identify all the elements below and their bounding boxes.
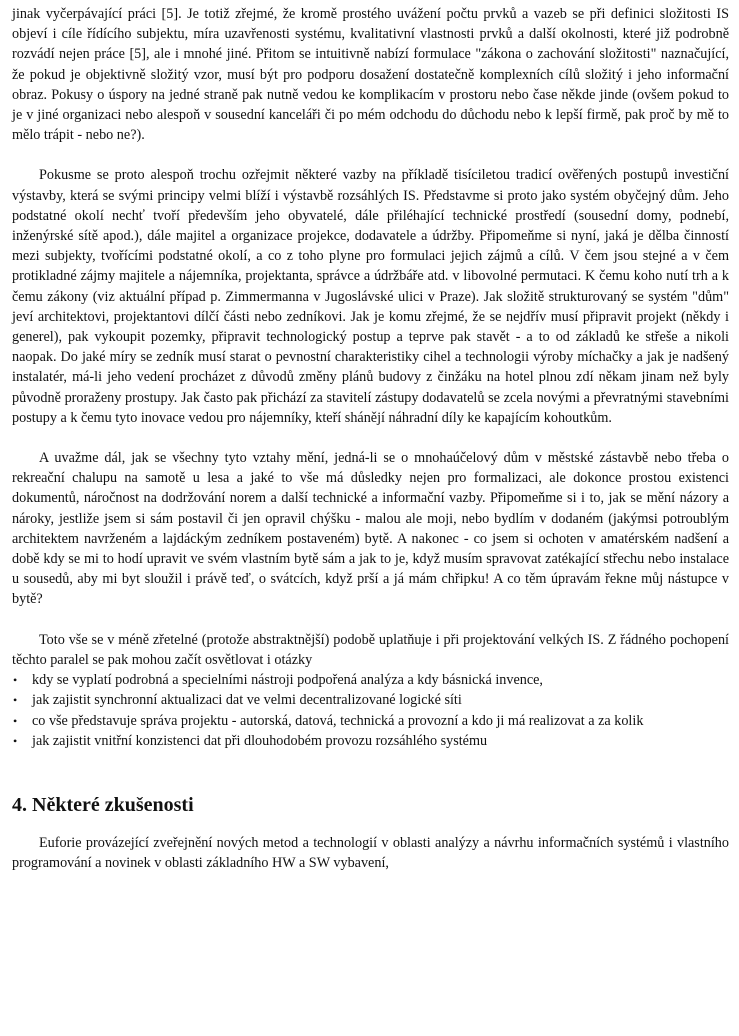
list-item (12, 690, 729, 710)
question-list (12, 670, 729, 751)
list-item (12, 711, 729, 731)
paragraph-is-projects: Toto vše se v méně zřetelné (protože abstraktnější) podobě uplatňuje i při projektování velkých IS. Z řádného pochopení těchto paralel se pak mohou začít osvětlovat i otázky (12, 631, 729, 668)
list-item-text: jak zajistit synchronní aktualizaci dat ve velmi decentralizované logické síti (32, 692, 462, 709)
list-item (12, 670, 729, 690)
bullet-icon: • (13, 733, 18, 748)
section-heading: 4. Některé zkušenosti (12, 793, 194, 816)
paragraph-euphoria: Euforie provázející zveřejnění nových metod a technologií v oblasti analýzy a návrhu informačních systémů i vlastního programování a novinek v oblasti základního HW a SW vybavení, (12, 834, 729, 872)
bullet-icon: • (13, 713, 18, 728)
bullet-icon: • (13, 693, 18, 708)
list-item-text: co vše představuje správa projektu - autorská, datová, technická a provozní a kdo ji má realizovat a za kolik (32, 712, 644, 729)
list-item-text: jak zajistit vnitřní konzistenci dat při dlouhodobém provozu rozsáhlého systému (32, 732, 488, 749)
list-item-text: kdy se vyplatí podrobná a specielními nástroji podpořená analýza a kdy básnická invence, (32, 672, 543, 689)
list-item (12, 731, 729, 751)
paragraph-house-example: Pokusme se proto alespoň trochu ozřejmit některé vazby na příkladě tisíciletou tradicí ověřených postupů investiční výstavby, která se svými principy velmi blíží i výstavbě rozsáhlých IS. Představme si proto jako systém obyčejný dům. Jeho podstatné okolí nechť tvoří především jeho obyvatelé, dále přiléhající technické prostředí (sousední domy, podnebí, inženýrské sítě apod.), dále majitel a organizace projekce, dodavatele a údržby. Připomeňme si nyní, jaká je dělba činností mezi subjekty, tvořícími podstatné okolí, a co z toho plyne pro formulaci jejich zájmů a cílů. V čem jsou stejné a v čem protikladné zájmy majitele a nájemníka, projektanta, správce a údržbáře atd. v libovolné permutaci. K čemu koho nutí trh a k čemu zákony (viz aktuální případ p. Zimmermanna v Jugoslávské ulici v Praze). Jak složitě strukturovaný se systém "dům" jeví architektovi, projektantovi dílčí části nebo zedníkovi. Jak je komu zřejmé, že se nejdřív musí připravit projekt (někdy i generel), pak vykoupit pozemky, připravit technologický postup a teprve pak stavět - a to od základů ke střeše a nikoli naopak. Do jaké míry se zedník musí starat o pevnostní charakteristiky cihel a technologii výroby míchačky a jak je nadšený instalatér, má-li jeho vedení procházet z důvodů změny plánů budovy z činžáku na hotel plnou zdí někam jinam než byly původně proraženy prostupy. Jak často pak přichází za stavitelí zástupy dodavatelů se zcela novými a převratnými stavebními postupy a k čemu tyto inovace vedou pro nájemníky, kteří shánějí náhradní díly ke kapajícím kohoutkům. (12, 167, 729, 426)
bullet-icon: • (13, 673, 18, 688)
paragraph-complexity: jinak vyčerpávající práci [5]. Je totiž zřejmé, že kromě prostého uvážení počtu prvků a vazeb se při definici složitosti IS objeví i cíle řídícího subjektu, míra uzavřenosti systému, kvalitativní vlastnosti prvků a další okolnosti, které již podrobně rozvádí nejen práce [5], ale i mnohé jiné. Přitom se intuitivně nabízí formulace "zákona o zachování složitosti" naznačující, že pokud je objektivně složitý vzor, musí být pro podporu dosažení dostatečně komplexních cílů složitý i jeho informační obraz. Pokusy o úspory na jedné straně pak nutně vedou ke komplikacím v prostoru nebo čase někde jinde (ovšem pokud to je v jiné organizaci nebo alespoň v sousední kanceláři či po mém odchodu do důchodu nebo k lepší firmě, pak proč by mě to mělo trápit - nebo ne?). (12, 6, 729, 144)
paragraph-relationships: A uvažme dál, jak se všechny tyto vztahy mění, jedná-li se o mnohaúčelový dům v městské zástavbě nebo třeba o rekreační chalupu na samotě u lesa a jaké to vše má důsledky nejen pro formalizaci, ale dokonce prostou existenci dokumentů, náročnost na dodržování norem a další technické a informační vazby. Připomeňme si i to, jak se mění názory a nároky, jestliže jsem si sám postavil či jen opravil chýšku - malou ale moji, nebo bydlím v dodaném (jakýmsi potroublým architektem navrženém a lajdáckým zedníkem postaveném) bytě. A nakonec - co jsem si ochoten v amatérském nadšení a době kdy se mi to hodí upravit ve svém vlastním bytě sám a jak to je, když musím spravovat zatékající střechu nebo instalace u sousedů, aby mi byt sloužil i právě teď, o svátcích, když prší a já mám chřipku! A co těm úpravám řekne můj nástupce v bytě? (12, 450, 729, 608)
